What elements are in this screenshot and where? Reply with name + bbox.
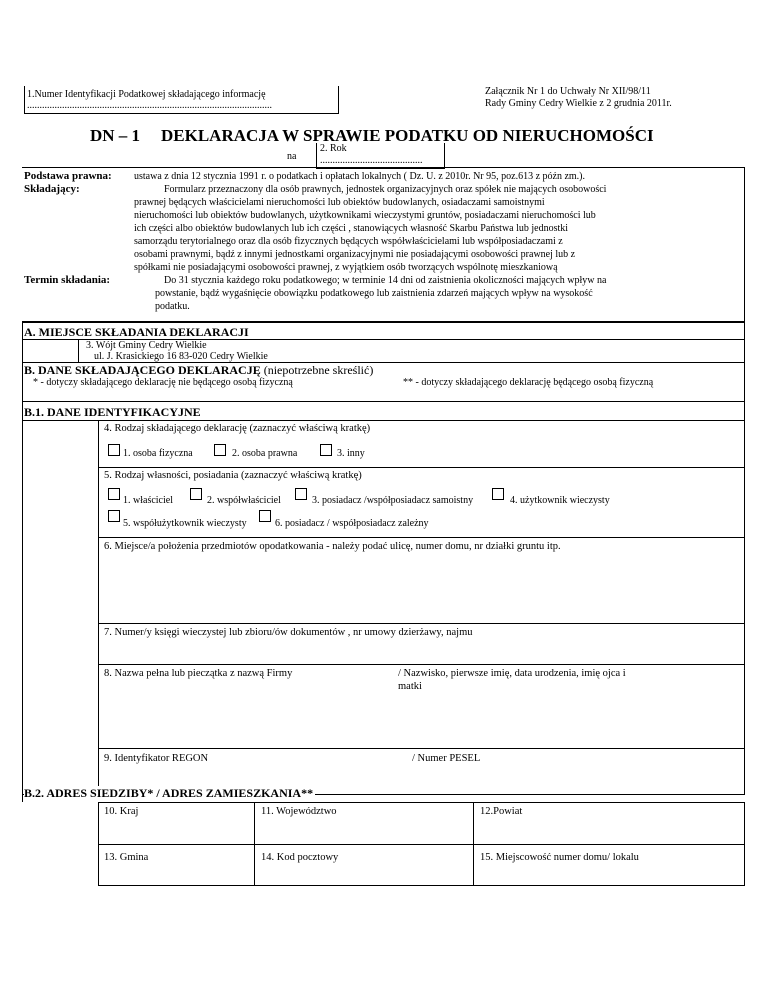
field-wojewodztwo[interactable] <box>255 803 472 843</box>
field-gmina[interactable] <box>99 845 253 885</box>
section-b-title-note: (niepotrzebne skreślić) <box>263 363 374 377</box>
field-kod-pocztowy-label: 14. Kod pocztowy <box>261 852 339 863</box>
field7-label: 7. Numer/y księgi wieczystej lub zbioru/ów dokumentów , nr umowy dzierżawy, najmu <box>104 627 473 638</box>
checkbox-wspoluzytkownik-wieczysty[interactable] <box>108 510 120 522</box>
option-osoba-prawna: 2. osoba prawna <box>232 448 298 459</box>
option-uzytkownik-wieczysty: 4. użytkownik wieczysty <box>510 495 610 506</box>
field7-input[interactable] <box>99 642 744 662</box>
office-address: ul. J. Krasickiego 16 83-020 Cedry Wielkie <box>94 351 268 362</box>
checkbox-wlasciciel[interactable] <box>108 488 120 500</box>
option-inny: 3. inny <box>337 448 365 459</box>
na-label: na <box>287 151 297 162</box>
field-powiat-label: 12.Powiat <box>480 806 523 817</box>
field6-label: 6. Miejsce/a położenia przedmiotów opodatkowania - należy podać ulicę, numer domu, nr działki gruntu itp. <box>104 541 561 552</box>
checkbox-osoba-fizyczna[interactable] <box>108 444 120 456</box>
skladajacy-line: prawnej będących właścicielami nieruchomości lub obiektów budowlanych, osiadaczami samoistnymi <box>134 197 545 208</box>
skladajacy-line: osobami prawnymi, bądź z innymi jednostkami organizacyjnymi nie posiadającymi osobowości prawnej lub z <box>134 249 576 260</box>
skladajacy-label: Składający: <box>24 183 80 195</box>
field5-label: 5. Rodzaj własności, posiadania (zaznaczyć właściwą kratkę) <box>104 470 362 481</box>
field-wojewodztwo-label: 11. Województwo <box>261 806 337 817</box>
field8-label: 8. Nazwa pełna lub pieczątka z nazwą Firmy <box>104 668 293 679</box>
skladajacy-line: nieruchomości lub obiektów budowlanych, użytkownikami wieczystymi gruntów, posiadaczami nieruchomości lub <box>134 210 596 221</box>
year-label: 2. Rok <box>320 143 347 154</box>
field-miejscowosc[interactable] <box>474 845 744 885</box>
podstawa-label: Podstawa prawna: <box>24 170 112 182</box>
field-miejscowosc-label: 15. Miejscowość numer domu/ lokalu <box>480 852 639 863</box>
section-a-title: A. MIEJSCE SKŁADANIA DEKLARACJI <box>24 325 249 339</box>
field9-label-right: / Numer PESEL <box>412 753 481 764</box>
office-name: 3. Wójt Gminy Cedry Wielkie <box>86 340 207 351</box>
note-natural-person: ** - dotyczy składającego deklarację będącego osobą fizyczną <box>403 377 654 388</box>
note-legal-person: * - dotyczy składającego deklarację nie będącego osobą fizyczną <box>33 377 293 388</box>
field6-input[interactable] <box>99 556 744 622</box>
field8-label-right: / Nazwisko, pierwsze imię, data urodzenia, imię ojca i <box>398 668 626 679</box>
section-b-title <box>24 363 373 378</box>
skladajacy-line: spółkami nie posiadającymi osobowości prawnej, z wyjątkiem osób tworzących wspólnotę mieszkaniową <box>134 262 558 273</box>
form-title: DEKLARACJA W SPRAWIE PODATKU OD NIERUCHOMOŚCI <box>161 126 654 145</box>
checkbox-wspolwlasciciel[interactable] <box>190 488 202 500</box>
podstawa-text: ustawa z dnia 12 stycznia 1991 r. o podatkach i opłatach lokalnych ( Dz. U. z 2010r. Nr 95, poz.613 z późn zm.). <box>134 171 585 182</box>
section-b1-title: B.1. DANE IDENTYFIKACYJNE <box>24 405 201 419</box>
skladajacy-line: Formularz przeznaczony dla osób prawnych, jednostek organizacyjnych oraz spółek nie mających osobowości <box>164 184 607 195</box>
option-posiadacz-zalezny: 6. posiadacz / współposiadacz zależny <box>275 518 429 529</box>
field-kraj[interactable] <box>99 803 253 843</box>
section-b2-title: B.2. ADRES SIEDZIBY* / ADRES ZAMIESZKANIA** <box>24 786 314 800</box>
skladajacy-line: ich części albo obiektów budowlanych lub ich części , stanowiących własność Skarbu Państwa lub jednostki <box>134 223 569 234</box>
form-code: DN – 1 <box>90 126 141 145</box>
checkbox-posiadacz-zalezny[interactable] <box>259 510 271 522</box>
field8-input[interactable] <box>99 696 744 746</box>
field-kod-pocztowy[interactable] <box>255 845 472 885</box>
option-wspolwlasciciel: 2. współwłaściciel <box>207 495 281 506</box>
checkbox-osoba-prawna[interactable] <box>214 444 226 456</box>
termin-line: podatku. <box>155 301 190 312</box>
field-kraj-label: 10. Kraj <box>104 806 139 817</box>
field-gmina-label: 13. Gmina <box>104 852 149 863</box>
field8-label-right-2: matki <box>398 681 422 692</box>
field-powiat[interactable] <box>474 803 744 843</box>
annex-line2: Rady Gminy Cedry Wielkie z 2 grudnia 2011r. <box>485 98 672 109</box>
nip-dots: .................................................................................................. <box>27 100 272 111</box>
checkbox-uzytkownik-wieczysty[interactable] <box>492 488 504 500</box>
termin-line: Do 31 stycznia każdego roku podatkowego; w terminie 14 dni od zaistnienia okoliczności mających wpływ na <box>164 275 607 286</box>
checkbox-posiadacz-samoistny[interactable] <box>295 488 307 500</box>
termin-line: powstanie, bądź wygaśnięcie obowiązku podatkowego lub zaistnienia zdarzeń mających wpływ na wysokość <box>155 288 593 299</box>
option-wspoluzytkownik-wieczysty: 5. współużytkownik wieczysty <box>123 518 247 529</box>
year-dots: ......................................... <box>320 155 423 166</box>
nip-label: 1.Numer Identyfikacji Podatkowej składającego informację <box>27 89 266 100</box>
annex-line1: Załącznik Nr 1 do Uchwały Nr XII/98/11 <box>485 86 651 97</box>
skladajacy-line: samorządu terytorialnego oraz dla osób fizycznych będących współwłaścicielami lub współposiadaczami z <box>134 236 563 247</box>
field4-label: 4. Rodzaj składającego deklarację (zaznaczyć właściwą kratkę) <box>104 423 371 434</box>
section-b-title-bold: B. DANE SKŁADAJĄCEGO DEKLARACJĘ <box>24 363 261 377</box>
option-osoba-fizyczna: 1. osoba fizyczna <box>123 448 193 459</box>
option-wlasciciel: 1. właściciel <box>123 495 173 506</box>
option-posiadacz-samoistny: 3. posiadacz /współposiadacz samoistny <box>312 495 474 506</box>
field9-label: 9. Identyfikator REGON <box>104 753 209 764</box>
termin-label: Termin składania: <box>24 274 111 286</box>
checkbox-inny[interactable] <box>320 444 332 456</box>
